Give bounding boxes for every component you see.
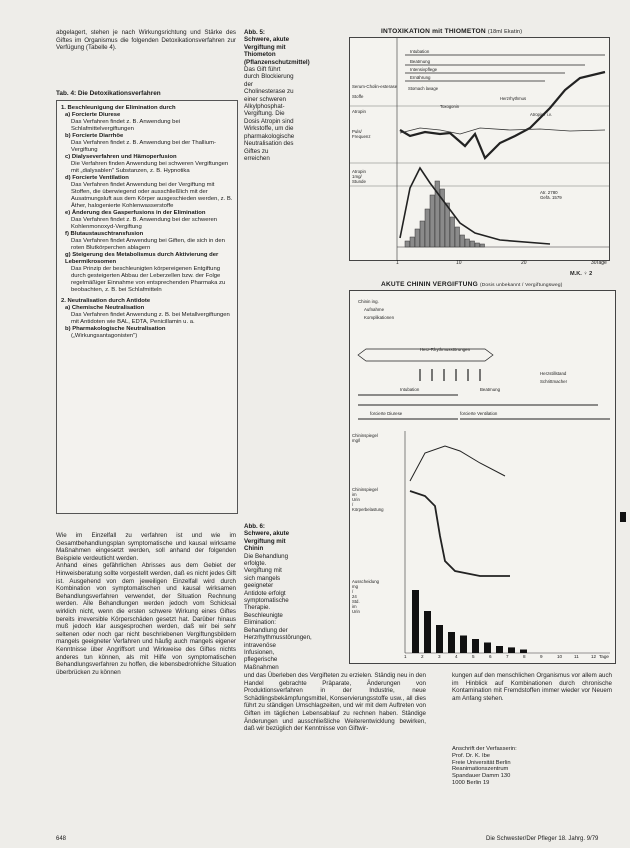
fig2-excretion-bar <box>424 611 431 653</box>
table-description: Das Verfahren findet z. B. Anwendung bei der schweren Kohlenmonoxyd-Vergiftung <box>71 217 218 230</box>
address-line: Freie Universität Berlin <box>452 759 511 766</box>
fig1-title-text: INTOXIKATION mit THIOMETON <box>381 28 486 35</box>
left-paragraph-1: Wie im Einzelfall zu verfahren ist und wie im Gesamtbehandlungsplan symptomatische und kausal wirksame Maßnahmen eingesetzt werden, soll anhand der folgenden Beispiele verdeutlicht werden. <box>56 532 236 562</box>
fig2-title <box>381 281 563 288</box>
fig1-hist-bar <box>410 237 415 247</box>
fig2-subtitle: (Dosis unbekannt / Vergiftungsweg) <box>479 283 563 288</box>
fig1-row-label: Stoffe <box>352 94 364 99</box>
fig1-hist-bar <box>480 244 485 247</box>
fig2-panel-label: mg <box>352 584 358 589</box>
fig2-panel-label: Körperbelastung <box>352 507 384 512</box>
right-paragraph: kungen auf den menschlichen Organismus vor allem auch im Hinblick auf Kombinationen durch chronische Kontamination mit Fremdstoffen immer wieder vor Neuem am Anfang stehen. <box>452 672 612 702</box>
fig2-x-tick: 9 <box>540 654 543 659</box>
fig1-x-tick: 10 <box>456 260 462 266</box>
journal-footer: Die Schwester/Der Pfleger 18. Jahrg. 9/79 <box>486 836 599 842</box>
fig1-hist-bar <box>445 203 450 247</box>
table-description: („Wirkungsantagonisten") <box>71 333 138 339</box>
table-subheading: e) Änderung des Gasperfusions in der Elimination <box>65 210 206 216</box>
right-lower-text <box>452 672 612 702</box>
fig1-hist-bar <box>475 243 480 247</box>
abb5-body: Das Gift führt durch Blockierung der Cholinesterase zu einer schweren Alkylphosphat-Vergiftung. Die Dosis Atropin sind Wirkstoffe, um die pharmakologische Neutralisation des Giftes zu erreichen <box>244 66 295 162</box>
fig2-x-axis <box>404 654 614 664</box>
fig2-box <box>349 290 616 664</box>
fig1-hist-bar <box>415 229 420 247</box>
fig1-hist-bar <box>405 241 410 247</box>
fig1-hist-bar <box>455 227 460 247</box>
fig2-event-label: Herzstillstand <box>540 371 567 376</box>
table-section-heading: 2. Neutralisation durch Antidote <box>61 298 151 304</box>
table-description: Das Verfahren findet z. B. Anwendung bei der Thallium-Vergiftung <box>71 140 216 153</box>
fig2-x-tick: 5 <box>472 654 475 659</box>
fig2-panel-label: Chininspiegel <box>352 487 378 492</box>
fig2-x-tick: 3 <box>438 654 441 659</box>
fig2-x-tick: 8 <box>523 654 526 659</box>
fig2-event-label: Herz-Rhythmusstörungen <box>420 347 471 352</box>
fig2-event-label: Schrittmacher <box>540 379 568 384</box>
fig1-hist-bar <box>470 241 475 247</box>
fig2-panel-label: im <box>352 604 357 609</box>
fig1-event-label: Intubation <box>410 49 430 54</box>
abb5-caption <box>244 29 310 162</box>
author-address <box>452 746 517 787</box>
fig2-panel-label: mg/l <box>352 438 361 443</box>
fig2-event-label: Komplikationen <box>364 315 395 320</box>
fig2-excretion-bar <box>460 636 467 654</box>
fig2-event-label: Chinin ing. <box>358 299 379 304</box>
table-section-heading: 1. Beschleunigung der Elimination durch <box>61 105 176 111</box>
fig1-hist-bar <box>425 209 430 247</box>
fig1-row-label: Atropin <box>352 109 366 114</box>
fig1-event-label: Ernährung <box>410 75 431 80</box>
fig1-hist-bar <box>430 195 435 247</box>
fig1-legend-2: Gefä. 1579 <box>540 195 562 201</box>
fig2-event-label: Beatmung <box>480 387 501 392</box>
fig1-box <box>349 37 610 261</box>
fig1-annotation: Herzrhythmus <box>500 96 527 101</box>
fig1-x-tick: 30 <box>591 260 597 266</box>
fig1-annotation: Atropin / i.v. <box>530 112 552 117</box>
intro-paragraph: abgelagert, stehen je nach Wirkungsrichtung und Stärke des Giftes im Organismus die folgenden Detoxikationsverfahren zur Verfügung (Tabelle 4). <box>56 29 236 52</box>
table-subheading: g) Steigerung des Metabolismus durch Aktivierung der Lebermikrosomen <box>65 252 219 265</box>
fig2-x-tick: 6 <box>489 654 492 659</box>
fig1-enzyme-line <box>400 72 605 158</box>
table-description: Das Verfahren findet Anwendung z. B. bei Metallvergiftungen mit Antidoten wie BAL, EDTA, Penicillamin u. a. <box>71 312 230 325</box>
table-description: Die Verfahren finden Anwendung bei schweren Vergiftungen mit „dialysablen" Substanzen, z. B. Hypnotika <box>71 161 229 174</box>
edge-mark <box>620 512 626 522</box>
fig2-event-label: forcierte Ventilation <box>460 411 498 416</box>
fig1-footer: M.K. ♀ 2 <box>570 271 593 277</box>
fig2-panel-label: Urin <box>352 609 360 614</box>
fig1-chart <box>350 38 609 260</box>
middle-lower-text <box>244 672 426 733</box>
fig1-subtitle: (18ml Ekatin) <box>487 29 523 35</box>
table-subheading: f) Blutaustauschtransfusion <box>65 231 144 237</box>
fig1-legend-1: Atr. 2780 <box>540 190 558 195</box>
address-line: Spandauer Damm 130 <box>452 773 511 780</box>
fig1-row-label: Stunde <box>352 179 366 184</box>
fig1-row-label: Serum-Cholin-esterase <box>352 84 398 89</box>
fig2-title-text: AKUTE CHININ VERGIFTUNG <box>381 281 478 288</box>
fig1-annotation: Toxogonin <box>440 104 460 109</box>
address-line: Reanimationszentrum <box>452 766 509 773</box>
middle-paragraph: und das Überleben des Vergifteten zu erzielen. Ständig neu in den Handel gebrachte Präparate, Änderungen von Produktionsverfahren in der Industrie, neue Schädlingsbekämpfungsmittel, Konservierungsstoffe usw., all dies führt zu ständigen Umschlagzeiten, und wir mit dem Auftreten von Giften im täglichen Lebensablauf zu rechnen haben. Ständige Änderungen und ausschließliche Weiterentwicklung bewirken, daß wir bezüglich der Kenntnisse von Giftwir- <box>244 672 426 733</box>
fig2-urine-line <box>410 491 510 576</box>
fig1-x-axis <box>396 260 608 270</box>
fig2-x-tick: 1 <box>404 654 407 659</box>
fig2-excretion-bar <box>508 647 515 653</box>
fig1-annotation: Stomach lavage <box>408 86 439 91</box>
fig1-row-label: 1mg/ <box>352 174 362 179</box>
fig2-level-line <box>410 446 505 481</box>
fig1-hist-bar <box>420 221 425 247</box>
table-subheading: b) Pharmakologische Neutralisation <box>65 326 166 332</box>
table-subheading: a) Chemische Neutralisation <box>65 305 145 311</box>
abb6-title: Schwere, akute Vergiftung mit Chinin <box>244 530 290 553</box>
fig2-excretion-bar <box>472 639 479 653</box>
table-subheading: a) Forcierte Diurese <box>65 112 121 118</box>
table-title: Tab. 4: Die Detoxikationsverfahren <box>56 90 161 97</box>
fig2-x-tick: 7 <box>506 654 509 659</box>
fig1-x-tick: 1 <box>396 260 399 266</box>
fig2-panel-label: 24 <box>352 594 357 599</box>
table-description: Das Verfahren findet Anwendung bei der Vergiftung mit Stoffen, die überwiegend oder ausschließlich mit der Ausatmungsluft aus dem Körper ausgeschieden werden, z. B. Äther, halogenierte Kohlenwasserstoffe <box>71 182 233 209</box>
address-line: 1000 Berlin 19 <box>452 779 490 786</box>
fig2-x-tick: 2 <box>421 654 424 659</box>
abb5-label: Abb. 5: <box>244 29 265 36</box>
fig2-excretion-bar <box>484 643 491 654</box>
fig2-x-unit: Tage <box>599 654 609 659</box>
fig2-panel-label: / <box>352 589 354 594</box>
table-subheading: b) Forcierte Diarrhöe <box>65 133 124 139</box>
address-line: Anschrift der Verfasserin: <box>452 746 517 752</box>
table-description: Das Verfahren findet z. B. Anwendung bei Schlafmittelvergiftungen <box>71 119 181 132</box>
fig1-x-tick: 20 <box>521 260 527 266</box>
fig1-event-label: Beatmung <box>410 59 431 64</box>
fig2-panel-label: / <box>352 502 354 507</box>
table-subheading: d) Forcierte Ventilation <box>65 175 129 181</box>
fig2-panel-label: Chininspiegel <box>352 433 378 438</box>
table-subheading: c) Dialyseverfahren und Hämoperfusion <box>65 154 177 160</box>
fig1-hist-bar <box>465 239 470 247</box>
fig2-panel-label: Std. <box>352 599 360 604</box>
fig2-x-tick: 10 <box>557 654 563 659</box>
fig1-event-label: Intensivpflege <box>410 67 438 72</box>
abb6-body: Die Behandlung erfolgte. Vergiftung mit sich mangels geeigneter Antidote erfolgt symptomatische Therapie. Beschleunigte Elimination: Behandlung der Herzrhythmusstörungen, intravenöse Infusionen, pflegerische Maßnahmen <box>244 552 312 671</box>
fig2-event-label: forcierte Diurese <box>370 411 403 416</box>
intro-text <box>56 29 236 52</box>
page-number: 648 <box>56 836 67 842</box>
fig1-hist-bar <box>460 235 465 247</box>
fig2-excretion-bar <box>436 625 443 653</box>
fig1-legend <box>540 190 562 200</box>
left-paragraph-2: Anhand eines gefährlichen Abrisses aus dem Gebiet der Hinweisberatung sollte vorgestellt werden, daß es nicht jedes Gift ist. Ausgehend von dem jeweiligen Einzelfall wird durch Kombination von symptomatischen und kausal wirksamen Behandlungsverfahren verwendet, der Situation Rechnung werden. Alle Behandlungen werden jedoch vom Schicksal wirklich nicht, wenn die ersten schwere Wirkung eines Giftes bereits irreversible Körperschäden gesetzt hat. Darüber hinaus muß jedoch klar ausgesprochen werden, daß wir bei sehr seltenen oder noch gar nicht beschriebenen Vergiftungsbildern mangels geeigneter Verfahren und häufig auch mangels eigener Kenntnisse über Angriffsort und Wirkweise des Giftes nichts anderes tun können, als mit Hilfe von symptomatischen Behandlungsverfahren zu hoffen, die lebensbedrohliche Situation überbrücken zu können <box>56 562 236 676</box>
fig1-row-label: Puls/ <box>352 129 362 134</box>
address-line: Prof. Dr. K. Ibe <box>452 752 491 759</box>
fig2-panel-label: im <box>352 492 357 497</box>
fig2-panel-label: Ausscheidung <box>352 579 379 584</box>
fig1-hist-bar <box>450 217 455 247</box>
fig2-x-tick: 11 <box>574 654 579 659</box>
fig1-title <box>381 28 522 35</box>
table-content <box>57 101 237 340</box>
fig2-excretion-bar <box>448 632 455 653</box>
fig2-excretion-bar <box>520 650 527 654</box>
abb5-title: Schwere, akute Vergiftung mit Thiometon (Pflanzenschutzmittel) <box>244 36 310 66</box>
abb6-caption <box>244 523 312 671</box>
fig2-panel-label: Urin <box>352 497 360 502</box>
fig1-row-label: Frequenz <box>352 134 371 139</box>
detox-table <box>56 100 238 514</box>
fig2-x-tick: 4 <box>455 654 458 659</box>
fig2-event-label: Aufnahme <box>364 307 385 312</box>
abb6-label: Abb. 6: <box>244 523 265 530</box>
fig2-excretion-bar <box>496 646 503 653</box>
table-description: Das Prinzip der beschleunigten körpereigenen Entgiftung durch gesteigerten Abbau der Leberzellen bzw. der Folge regelmäßiger Einnahme von entsprechenden Pharmaka zu beobachten, z. B. bei Schlafmitteln <box>71 266 226 293</box>
fig2-chart <box>350 291 615 663</box>
fig2-x-tick: 12 <box>591 654 597 659</box>
fig2-event-label: Intubation <box>400 387 420 392</box>
left-lower-text <box>56 532 236 676</box>
fig2-excretion-bar <box>412 590 419 653</box>
fig1-row-label: Atropin <box>352 169 366 174</box>
table-description: Das Verfahren findet Anwendung bei Giften, die sich in den roten Blutkörperchen ablagern <box>71 238 225 251</box>
fig1-x-unit: Tage <box>596 260 607 266</box>
